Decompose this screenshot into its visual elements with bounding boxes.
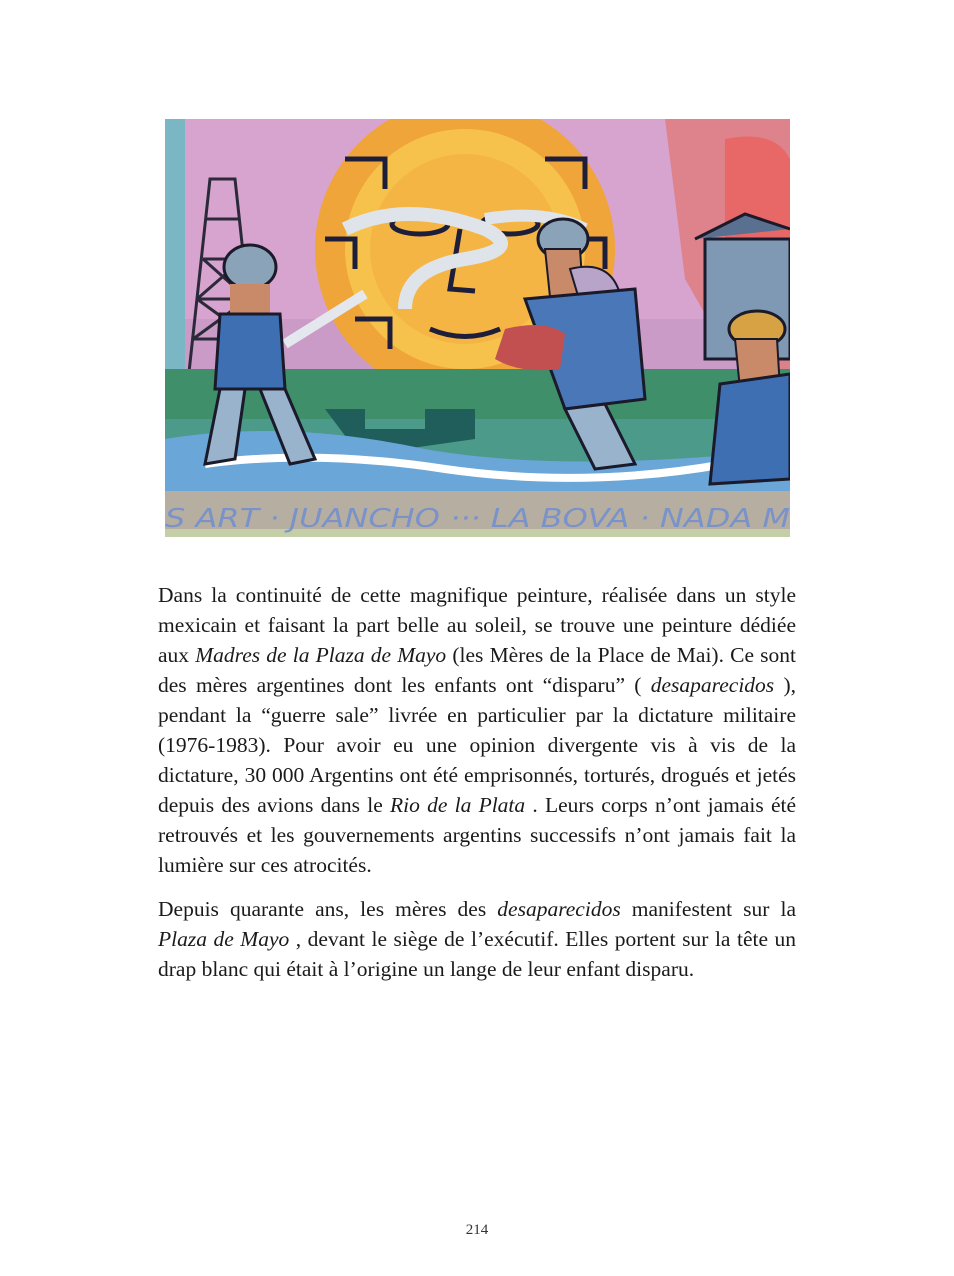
paragraph-1 bbox=[158, 580, 796, 880]
italic-term: Madres de la Plaza de Mayo bbox=[195, 643, 447, 667]
graffiti-text: S ART · JUANCHO ··· LA BOVA · NADA M bbox=[165, 504, 790, 534]
italic-term: desaparecidos bbox=[497, 897, 621, 921]
italic-term: desaparecidos bbox=[650, 673, 775, 697]
italic-term: Plaza de Mayo bbox=[158, 927, 290, 951]
text-run: manifestent sur la bbox=[620, 897, 796, 921]
text-run: Depuis quarante ans, les mères des bbox=[158, 897, 498, 921]
text-run: . Leurs corps n’ont jamais été retrouvés et les gouvernements argentins successifs n’ont jamais fait la lumière sur ces atrocités. bbox=[158, 793, 797, 877]
body-text bbox=[158, 580, 796, 998]
paragraph-2 bbox=[158, 894, 796, 984]
text-run: , devant le siège de l’exécutif. Elles portent sur la tête un drap blanc qui était à l’origine un lange de leur enfant disparu. bbox=[158, 927, 797, 981]
text-run: (les Mères de la Place de Mai). Ce sont des mères argentines dont les enfants ont “disparu” ( bbox=[158, 643, 797, 697]
text-run: Dans la continuité de cette magnifique peinture, réalisée dans un style mexicain et faisant la part belle au soleil, se trouve une peinture dédiée aux bbox=[158, 583, 796, 667]
italic-term: Rio de la Plata bbox=[390, 793, 526, 817]
text-run: ), pendant la “guerre sale” livrée en particulier par la dictature militaire (1976-1983). Pour avoir eu une opinion divergente vis à vis de la dictature, 30 000 Argentins ont été emprisonnés, torturés, drogués et jetés depuis des avions dans le bbox=[158, 673, 796, 817]
page-number: 214 bbox=[465, 1222, 489, 1238]
mural-photo bbox=[165, 119, 790, 537]
